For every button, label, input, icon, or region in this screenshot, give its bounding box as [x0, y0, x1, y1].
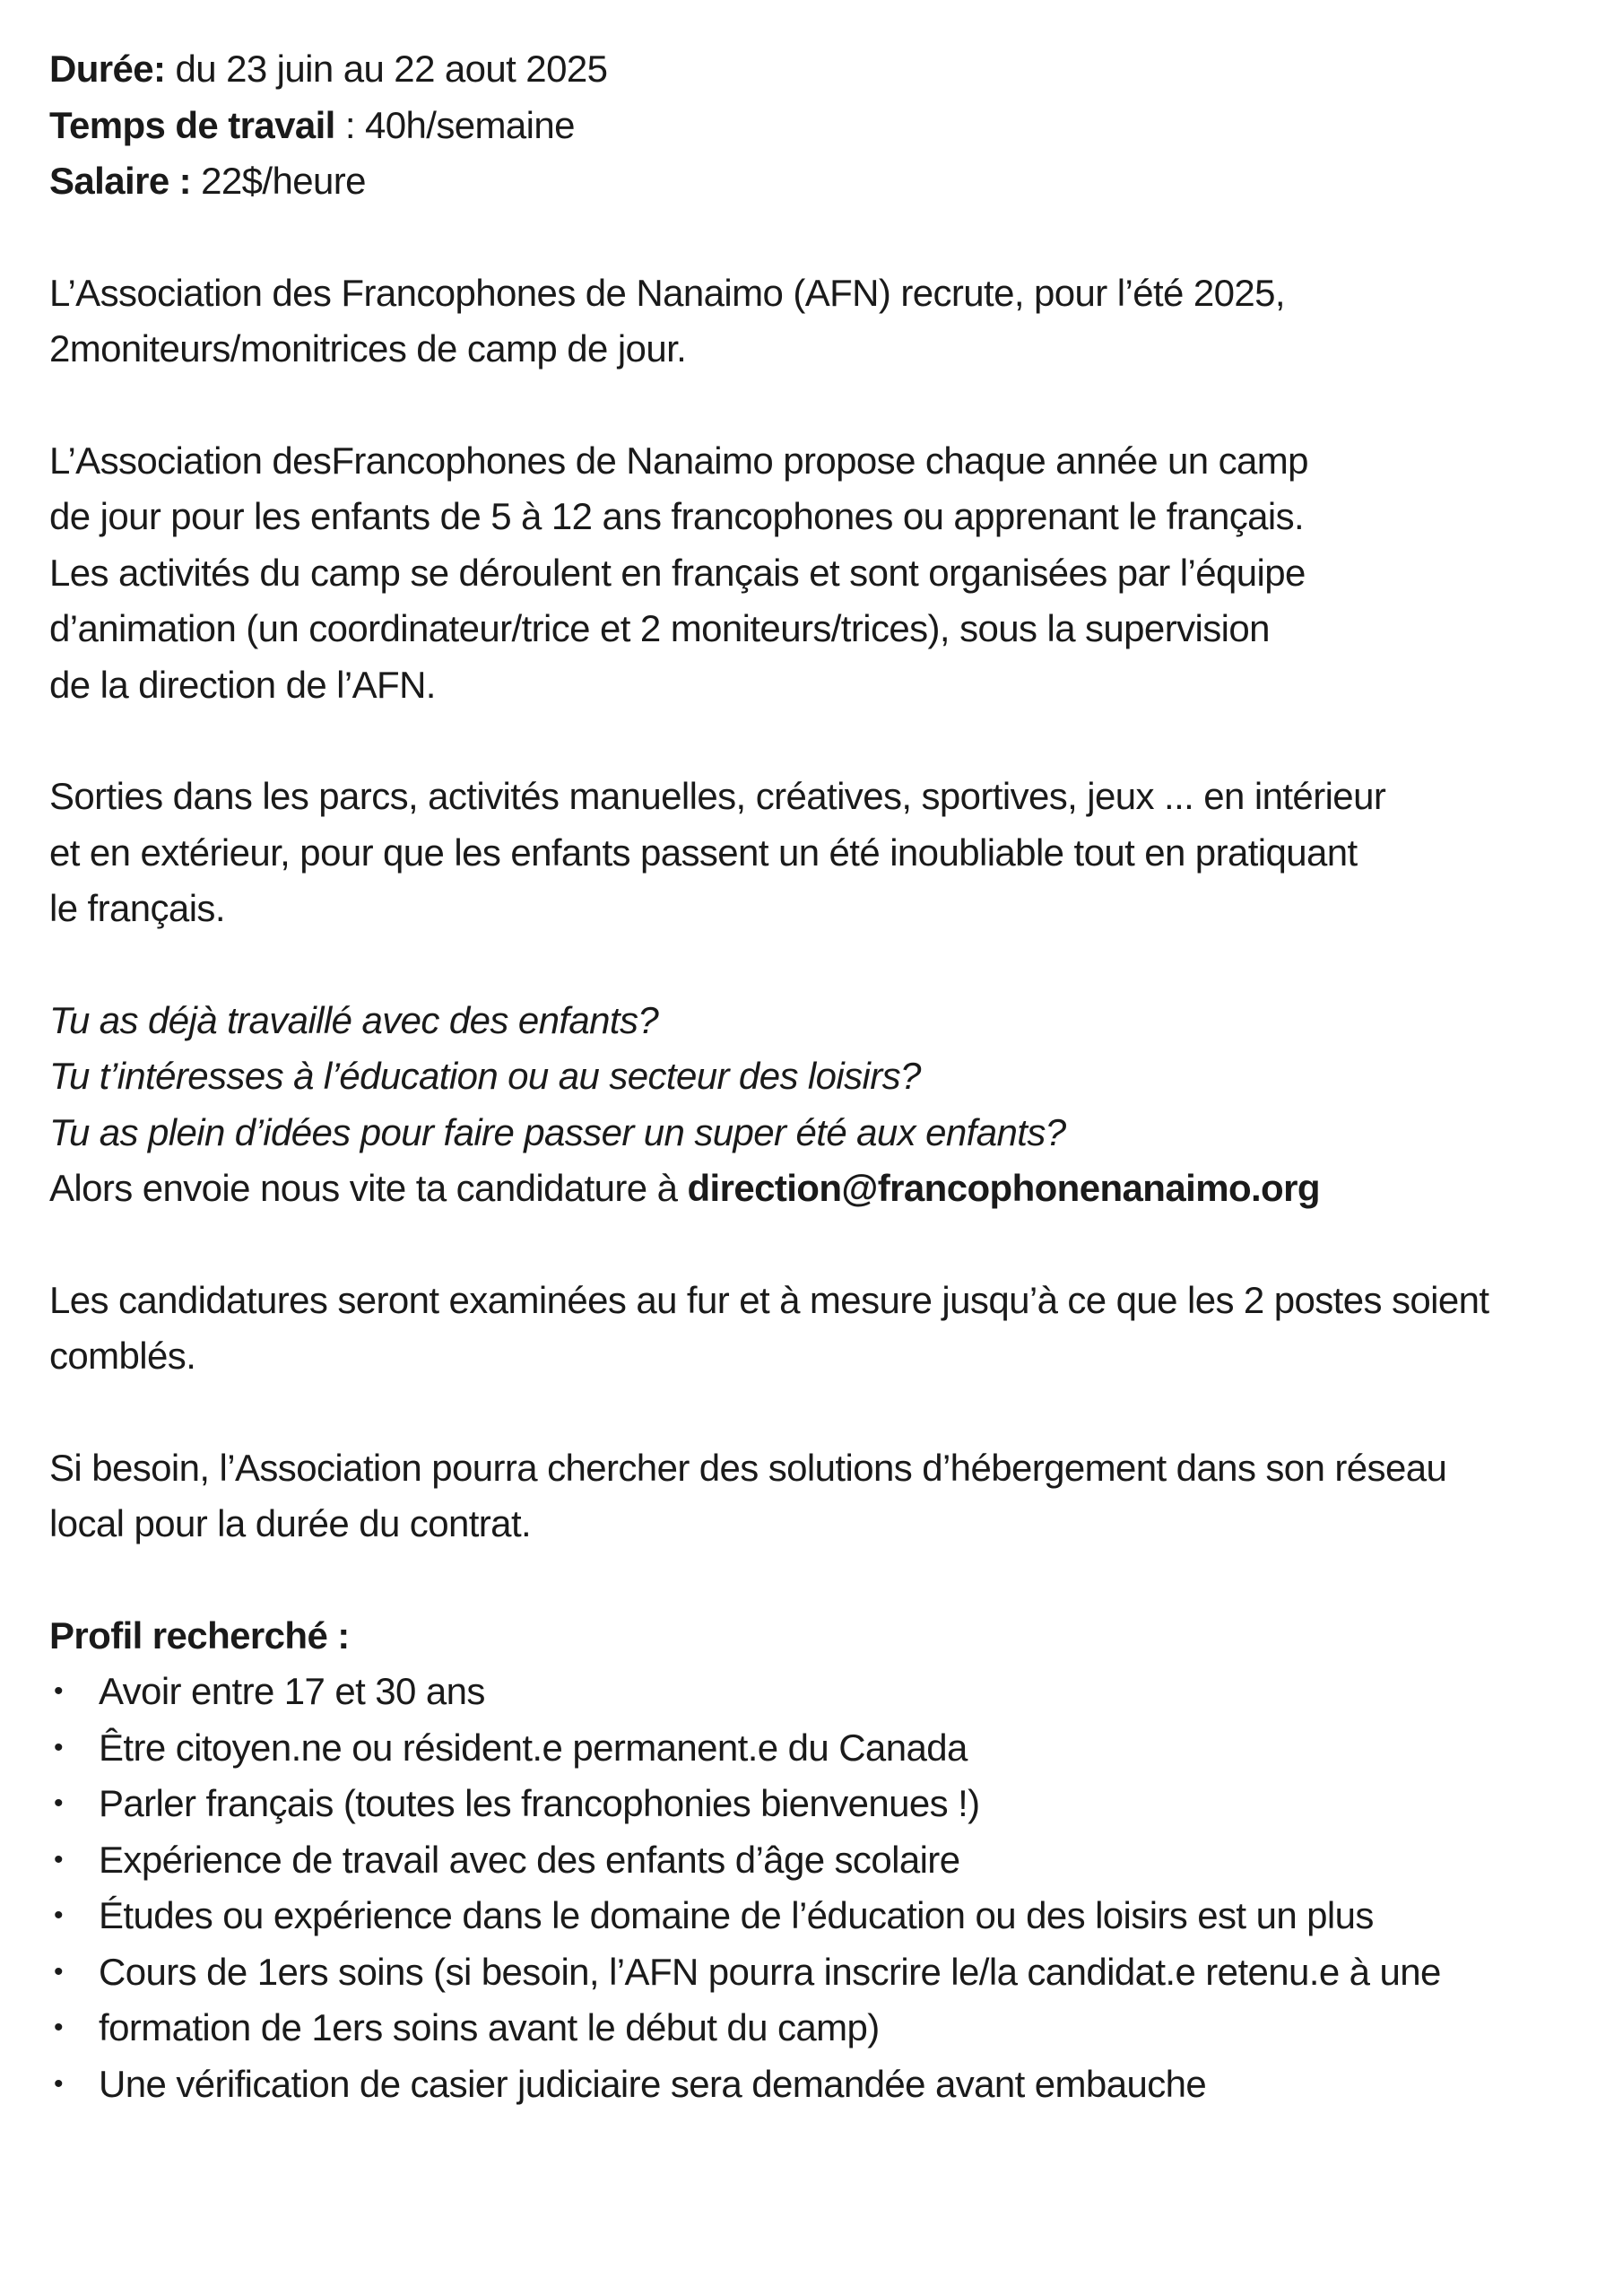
duration-value: du 23 juin au 22 aout 2025: [165, 48, 608, 90]
question-line: Tu t’intéresses à l’éducation ou au secteur des loisirs?: [49, 1055, 921, 1097]
housing-line: Si besoin, l’Association pourra chercher des solutions d’hébergement dans son réseau: [49, 1446, 1447, 1489]
bullet-icon: •: [54, 1732, 63, 1762]
bullet-icon: •: [54, 1844, 63, 1874]
description-line: L’Association desFrancophones de Nanaimo propose chaque année un camp: [49, 439, 1308, 482]
description-line: Les activités du camp se déroulent en français et sont organisées par l’équipe: [49, 551, 1306, 594]
question-line: Tu as plein d’idées pour faire passer un super été aux enfants?: [49, 1110, 1066, 1153]
apply-text: Alors envoie nous vite ta candidature à: [49, 1167, 688, 1209]
profile-title: Profil recherché :: [49, 1613, 350, 1657]
review-line: Les candidatures seront examinées au fur et à mesure jusqu’à ce que les 2 postes soient: [49, 1278, 1489, 1321]
profile-item-text: Études ou expérience dans le domaine de l’éducation ou des loisirs est un plus: [99, 1894, 1374, 1936]
salary-line: [49, 153, 1587, 210]
bullet-icon: •: [54, 1900, 63, 1930]
profile-item-text: Parler français (toutes les francophonies bienvenues !): [99, 1782, 980, 1824]
intro-paragraph: [49, 265, 1587, 378]
question-line: Tu as déjà travaillé avec des enfants?: [49, 998, 659, 1041]
profile-list: [49, 1664, 1587, 2112]
bullet-icon: •: [54, 1788, 63, 1818]
contact-email: direction@francophonenanaimo.org: [687, 1167, 1320, 1209]
profile-item-text: Expérience de travail avec des enfants d’âge scolaire: [99, 1838, 960, 1881]
profile-item-text: Être citoyen.ne ou résident.e permanent.e du Canada: [99, 1726, 968, 1769]
profile-item-text: formation de 1ers soins avant le début du camp): [99, 2006, 880, 2048]
description-line: d’animation (un coordinateur/trice et 2 moniteurs/trices), sous la supervision: [49, 607, 1270, 649]
job-details: [49, 41, 1587, 210]
description-line: de la direction de l’AFN.: [49, 663, 436, 706]
activities-line: Sorties dans les parcs, activités manuelles, créatives, sportives, jeux ... en intérieur: [49, 775, 1386, 817]
intro-line: 2moniteurs/monitrices de camp de jour.: [49, 327, 687, 370]
bullet-icon: •: [54, 2068, 63, 2099]
profile-item: [49, 1832, 1587, 1889]
activities-line: et en extérieur, pour que les enfants passent un été inoubliable tout en pratiquant: [49, 831, 1358, 874]
profile-item: [49, 2000, 1587, 2057]
profile-item: [49, 2057, 1587, 2113]
work-hours-line: [49, 98, 1587, 154]
housing-paragraph: [49, 1440, 1587, 1552]
bullet-icon: •: [54, 2013, 63, 2042]
profile-item-text: Cours de 1ers soins (si besoin, l’AFN pourra inscrire le/la candidat.e retenu.e à une: [99, 1950, 1441, 1993]
profile-item: [49, 1888, 1587, 1944]
description-paragraph: [49, 433, 1587, 714]
apply-line: [49, 1161, 1587, 1217]
work-hours-value: : 40h/semaine: [334, 103, 575, 146]
duration-label: Durée:: [49, 48, 166, 90]
review-paragraph: [49, 1273, 1587, 1385]
profile-item: [49, 1720, 1587, 1777]
work-hours-label: Temps de travail: [49, 103, 335, 146]
salary-value: 22$/heure: [191, 160, 366, 202]
bullet-icon: •: [54, 1676, 63, 1706]
activities-line: le français.: [49, 887, 225, 929]
intro-line: L’Association des Francophones de Nanaimo (AFN) recrute, pour l’été 2025,: [49, 271, 1285, 314]
activities-paragraph: [49, 769, 1587, 937]
review-line: comblés.: [49, 1335, 196, 1377]
bullet-icon: •: [54, 1956, 63, 1987]
duration-line: [49, 41, 1587, 98]
profile-item-text: Avoir entre 17 et 30 ans: [99, 1670, 485, 1712]
profile-section: [49, 1608, 1587, 2113]
housing-line: local pour la durée du contrat.: [49, 1502, 532, 1544]
profile-item: [49, 1664, 1587, 1720]
salary-label: Salaire :: [49, 160, 192, 202]
profile-item: [49, 1944, 1587, 2001]
profile-item-text: Une vérification de casier judiciaire sera demandée avant embauche: [99, 2062, 1207, 2105]
description-line: de jour pour les enfants de 5 à 12 ans francophones ou apprenant le français.: [49, 495, 1305, 537]
questions-paragraph: [49, 993, 1587, 1217]
profile-item: [49, 1776, 1587, 1832]
